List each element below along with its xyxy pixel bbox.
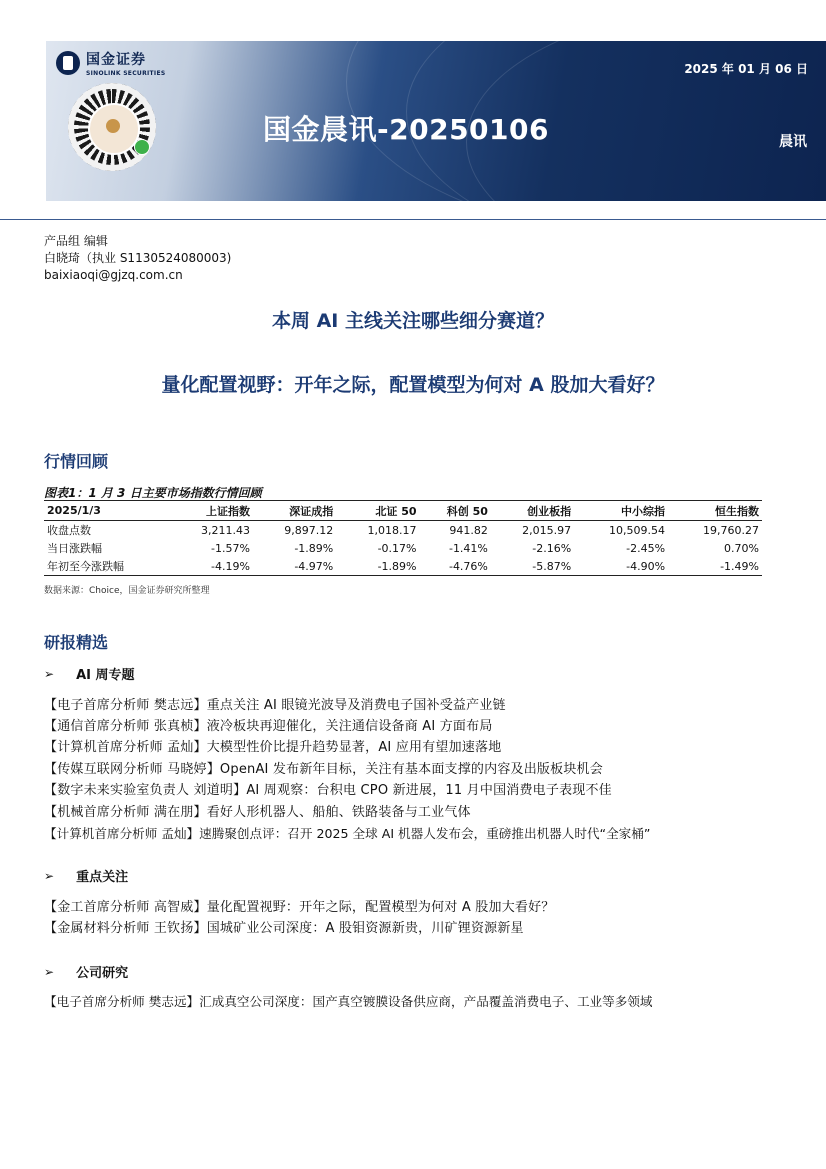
table-cell: -4.90%: [574, 557, 668, 576]
group-title: 公司研究: [76, 966, 129, 981]
group-heading-ai-weekly: [44, 664, 135, 683]
table-cell: 收盘点数: [47, 524, 91, 537]
table-header-row: [44, 501, 762, 521]
report-item[interactable]: 【传媒互联网分析师 马晓婷】OpenAI 发布新年目标，关注有基本面支撑的内容及出版板块机会: [44, 762, 603, 777]
headline-1: 本周 AI 主线关注哪些细分赛道？: [271, 310, 554, 332]
report-item[interactable]: 【数字未来实验室负责人 刘道明】AI 周观察：台积电 CPO 新进展，11 月中国消费电子表现不佳: [44, 783, 612, 798]
section-research-picks: 研报精选: [44, 633, 109, 652]
section-market-review: 行情回顾: [44, 452, 109, 471]
logo-en-text: SINOLINK SECURITIES: [86, 70, 166, 77]
table-row: [44, 557, 762, 576]
group-heading-key-focus: [44, 866, 128, 885]
wechat-icon: [134, 139, 150, 155]
table-cell: 当日涨跌幅: [47, 542, 102, 555]
editor-role: 产品组 编辑: [44, 234, 108, 248]
qr-center-logo-icon: [88, 103, 140, 155]
report-item[interactable]: 【电子首席分析师 樊志远】汇成真空公司深度：国产真空镀膜设备供应商，产品覆盖消费电子、工业等多领域: [44, 994, 653, 1009]
table-cell: -4.19%: [170, 557, 253, 576]
table-cell: -1.89%: [294, 541, 334, 555]
report-item[interactable]: 【计算机首席分析师 孟灿】速腾聚创点评：召开 2025 全球 AI 机器人发布会，重磅推出机器人时代“全家桶”: [44, 826, 651, 841]
arrow-bullet-icon: ➢: [44, 964, 55, 979]
table-header-cell: 恒生指数: [668, 501, 762, 521]
report-item[interactable]: 【金属材料分析师 王钦扬】国城矿业公司深度：A 股钼资源新贵，川矿锂资源新星: [44, 921, 524, 936]
table-cell: 19,760.27: [703, 523, 759, 537]
table-caption: 图表1：1 月 3 日主要市场指数行情回顾: [44, 486, 262, 500]
table-header-cell: 创业板指: [491, 501, 574, 521]
table-cell: -4.76%: [420, 557, 491, 576]
table-header-cell: 科创 50: [420, 501, 491, 521]
report-item[interactable]: 【通信首席分析师 张真桢】液冷板块再迎催化，关注通信设备商 AI 方面布局: [44, 719, 493, 734]
table-header-cell: 北证 50: [336, 501, 419, 521]
report-title: 国金晨讯-20250106: [263, 113, 549, 146]
group-title: AI 周专题: [76, 668, 135, 683]
group-heading-company-research: [44, 962, 128, 981]
report-item[interactable]: 【电子首席分析师 樊志远】重点关注 AI 眼镜光波导及消费电子国补受益产业链: [44, 698, 506, 713]
table-header-cell: 上证指数: [170, 501, 253, 521]
table-cell: 10,509.54: [609, 523, 666, 537]
table-cell: -4.97%: [253, 557, 336, 576]
table-cell: -2.45%: [626, 541, 666, 555]
logo-cn-text: 国金证券: [86, 52, 146, 68]
sinolink-logo-icon: [56, 51, 80, 75]
table-cell: 2,015.97: [522, 523, 572, 537]
headline-2: 量化配置视野：开年之际，配置模型为何对 A 股加大看好？: [161, 374, 665, 396]
report-type-tag: 晨讯: [779, 134, 807, 150]
editor-name: 白晓琦（执业 S1130524080003): [44, 251, 232, 265]
table-cell: -1.89%: [336, 557, 419, 576]
table-header-cell: 深证成指: [253, 501, 336, 521]
table-cell: 9,897.12: [284, 523, 334, 537]
report-item[interactable]: 【机械首席分析师 满在朋】看好人形机器人、船舶、铁路装备与工业气体: [44, 805, 471, 820]
table-row: [44, 539, 762, 557]
brand-logo: [56, 49, 165, 77]
table-source-note: 数据来源：Choice，国金证券研究所整理: [44, 586, 210, 596]
table-header-cell: 中小综指: [574, 501, 668, 521]
table-cell: 1,018.17: [367, 523, 417, 537]
editor-info: [44, 233, 231, 284]
table-cell: -1.41%: [448, 541, 488, 555]
table-header-cell: 2025/1/3: [44, 501, 170, 521]
arrow-bullet-icon: ➢: [44, 868, 55, 883]
table-cell: -1.49%: [668, 557, 762, 576]
table-cell: -1.57%: [211, 541, 250, 555]
group-title: 重点关注: [76, 870, 129, 885]
table-cell: 0.70%: [724, 541, 759, 555]
table-cell: 年初至今涨跌幅: [44, 557, 170, 576]
report-item[interactable]: 【金工首席分析师 高智威】量化配置视野：开年之际，配置模型为何对 A 股加大看好？: [44, 900, 555, 915]
report-date: 2025 年 01 月 06 日: [684, 62, 808, 76]
table-cell: -2.16%: [532, 541, 572, 555]
table-cell: -0.17%: [377, 541, 417, 555]
report-item[interactable]: 【计算机首席分析师 孟灿】大模型性价比提升趋势显著，AI 应用有望加速落地: [44, 740, 502, 755]
table-cell: 3,211.43: [200, 523, 250, 537]
table-cell: 941.82: [449, 523, 488, 537]
header-divider: [0, 219, 826, 220]
arrow-bullet-icon: ➢: [44, 666, 55, 681]
table-row: [44, 521, 762, 540]
table-cell: -5.87%: [491, 557, 574, 576]
editor-email[interactable]: baixiaoqi@gjzq.com.cn: [44, 268, 183, 282]
market-index-table: [44, 500, 762, 576]
